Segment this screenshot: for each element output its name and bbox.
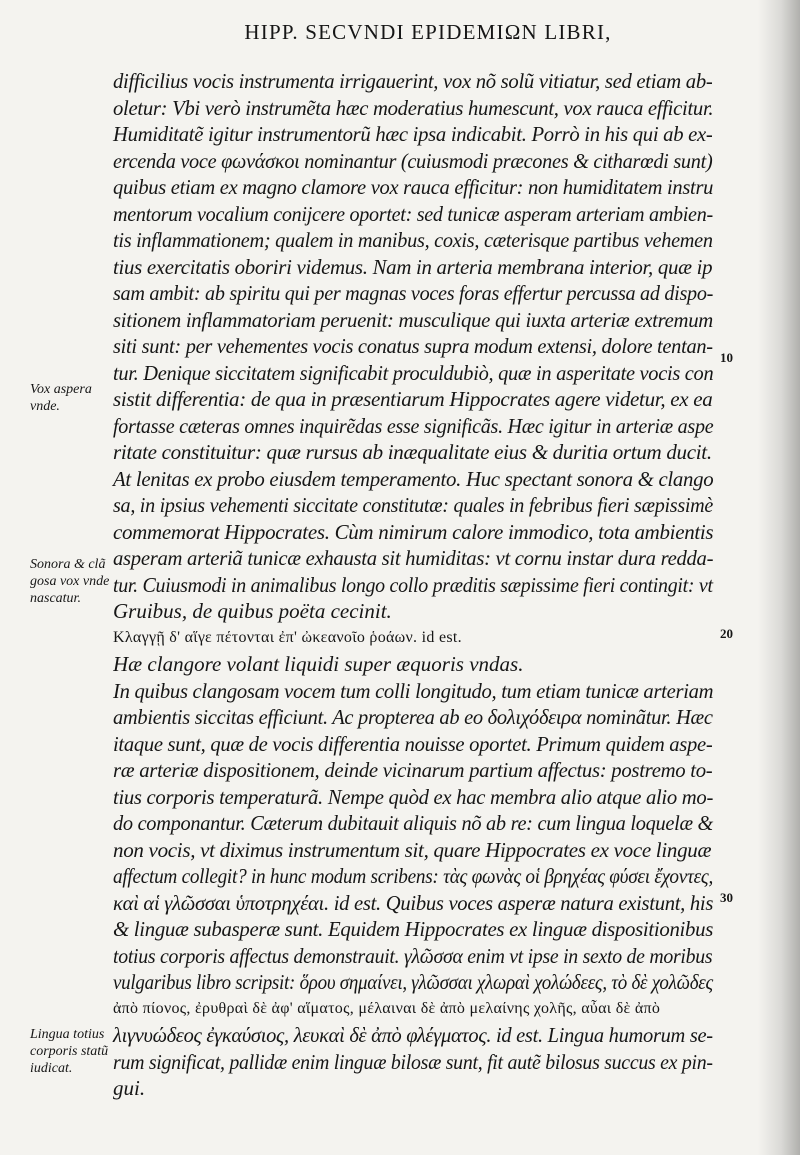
margin-note-line: Sonora & clã	[30, 557, 106, 572]
margin-note-line: Lingua totius	[30, 1027, 105, 1042]
text-line: tius corporis temperaturã. Nempe quòd ex hac membra alio atque alio mo-	[113, 784, 714, 809]
margin-note-sonora	[30, 556, 110, 607]
text-line: do componantur. Cæterum dubitauit aliquis nõ ab re: cum lingua loquelæ &	[113, 811, 714, 835]
text-line: itaque sunt, quæ de vocis differentia nouisse oportet. Primum quidem aspe-	[113, 731, 713, 756]
margin-note-line: corporis statũ	[30, 1044, 109, 1059]
running-head: HIPP. SECVNDI EPIDEMIΩN LIBRI,	[244, 20, 612, 44]
main-text-block	[113, 68, 713, 1102]
page-spine-shadow	[758, 0, 800, 1155]
greek-verse-line: Κλαγγῇ δ' αἵγε πέτονται ἐπ' ὠκεανοῖο ῥοάων. id est.	[113, 628, 462, 646]
text-line: quibus etiam ex magno clamore vox rauca efficitur: non humiditatem instru	[113, 175, 714, 199]
text-line: rum significat, pallidæ enim linguæ bilosæ sunt, fit autẽ bilosus succus ex pin-	[113, 1049, 713, 1074]
text-line: sam ambit: ab spiritu qui per magnas voces foras effertur percussa ad dispo-	[113, 281, 714, 305]
text-line: sitionem inflammatoriam peruenit: musculique qui iuxta arteriæ extremum	[113, 307, 713, 332]
text-line: καὶ αἱ γλῶσσαι ὑποτρηχέαι. id est. Quibus voces asperæ natura existunt, his	[113, 890, 714, 915]
text-line: commemorat Hippocrates. Cùm nimirum calore immodico, tota ambientis	[113, 519, 714, 544]
margin-note-line: gosa vox vnde	[30, 574, 110, 589]
margin-note-line: vnde.	[30, 399, 60, 414]
text-line: tur. Cuiusmodi in animalibus longo collo præditis sæpissime fieri contingit: vt	[113, 572, 713, 597]
margin-note-line: nascatur.	[30, 591, 81, 606]
margin-note-vox-aspera	[30, 381, 110, 415]
text-line: sa, in ipsius vehementi siccitate constitutæ: quales in febribus fieri sæpissimè	[113, 493, 714, 517]
margin-note-line: iudicat.	[30, 1061, 73, 1076]
text-line: affectum collegit? in hunc modum scribens: τὰς φωνὰς οἱ βρηχέας φύσει ἔχοντες,	[113, 864, 713, 888]
text-line: sistit differentia: de qua in præsentiarum Hippocrates agere videtur, ex ea	[113, 387, 713, 411]
text-line: ambientis siccitas efficiunt. Ac propterea ab eo δολιχόδειρα nominãtur. Hæc	[113, 705, 713, 729]
text-line: difficilius vocis instrumenta irrigauerint, vox nõ solũ vitiatur, sed etiam ab-	[113, 69, 713, 93]
text-line: asperam arteriã tunicæ exhausta sit humiditas: vt cornu instar dura redda-	[113, 546, 714, 570]
text-line: Humiditatẽ igitur instrumentorũ hæc ipsa indicabit. Porrò in his qui ab ex-	[113, 122, 713, 146]
text-line: Gruibus, de quibus poëta cecinit.	[113, 599, 392, 623]
text-line: ritate constituitur: quæ rursus ab inæqualitate eius & duritia ortum ducit.	[113, 440, 712, 464]
text-line: In quibus clangosam vocem tum colli longitudo, tum etiam tunicæ arteriam	[113, 678, 714, 703]
text-line: vulgaribus libro scripsit: ὅρου σημαίνει, γλῶσσαι χλωραὶ χολώδεες, τὸ δὲ χολῶδες	[113, 970, 713, 994]
text-line: tur. Denique siccitatem significabit proculdubiò, quæ in asperitate vocis con	[113, 360, 714, 385]
text-line: Hæ clangore volant liquidi super æquoris vndas.	[113, 652, 524, 676]
line-number-30: 30	[720, 890, 733, 905]
text-line: oletur: Vbi verò instrumẽta hæc moderatius humescunt, vox rauca efficitur.	[113, 95, 714, 120]
text-line: ræ arteriæ dispositionem, deinde vicinarum partium affectus: postremo to-	[113, 758, 713, 782]
text-line: & linguæ subasperæ sunt. Equidem Hippocrates ex linguæ dispositionibus	[113, 917, 714, 941]
text-line: fortasse cæteras omnes inquirẽdas esse significãs. Hæc igitur in arteriæ aspe	[113, 413, 714, 438]
line-number-10: 10	[720, 350, 733, 365]
text-line: λιγνυώδεος ἐγκαύσιος, λευκαὶ δὲ ἀπὸ φλέγματος. id est. Lingua humorum se-	[113, 1023, 713, 1047]
text-line: tis inflammationem; qualem in manibus, coxis, cæterisque partibus vehemen	[113, 228, 713, 252]
text-line: siti sunt: per vehementes vocis conatus supra modum extensi, dolore tentan-	[113, 334, 713, 358]
text-line: mentorum vocalium conijcere oportet: sed tunicæ asperam arteriam ambien-	[113, 201, 713, 226]
margin-note-lingua	[30, 1026, 110, 1077]
line-number-20: 20	[720, 626, 733, 641]
text-line: tius exercitatis oboriri videmus. Nam in arteria membrana interior, quæ ip	[113, 254, 713, 279]
greek-text-line: ἀπὸ πίονος, ἐρυθραὶ δὲ ἀφ' αἵματος, μέλαιναι δὲ ἀπὸ μελαίνης χολῆς, αὖαι δὲ ἀπὸ	[113, 999, 661, 1017]
margin-note-line: Vox aspera	[30, 382, 92, 397]
text-line: At lenitas ex probo eiusdem temperamento. Huc spectant sonora & clango	[113, 466, 714, 491]
text-line: totius corporis affectus demonstrauit. γλῶσσα enim vt ipse in sexto de moribus	[113, 943, 713, 968]
text-line: gui.	[113, 1076, 146, 1100]
text-line: non vocis, vt diximus instrumentum sit, quare Hippocrates ex voce linguæ	[113, 837, 712, 862]
text-line: ercenda voce φωνάσκοι nominantur (cuiusmodi præcones & citharœdi sunt)	[113, 148, 713, 173]
